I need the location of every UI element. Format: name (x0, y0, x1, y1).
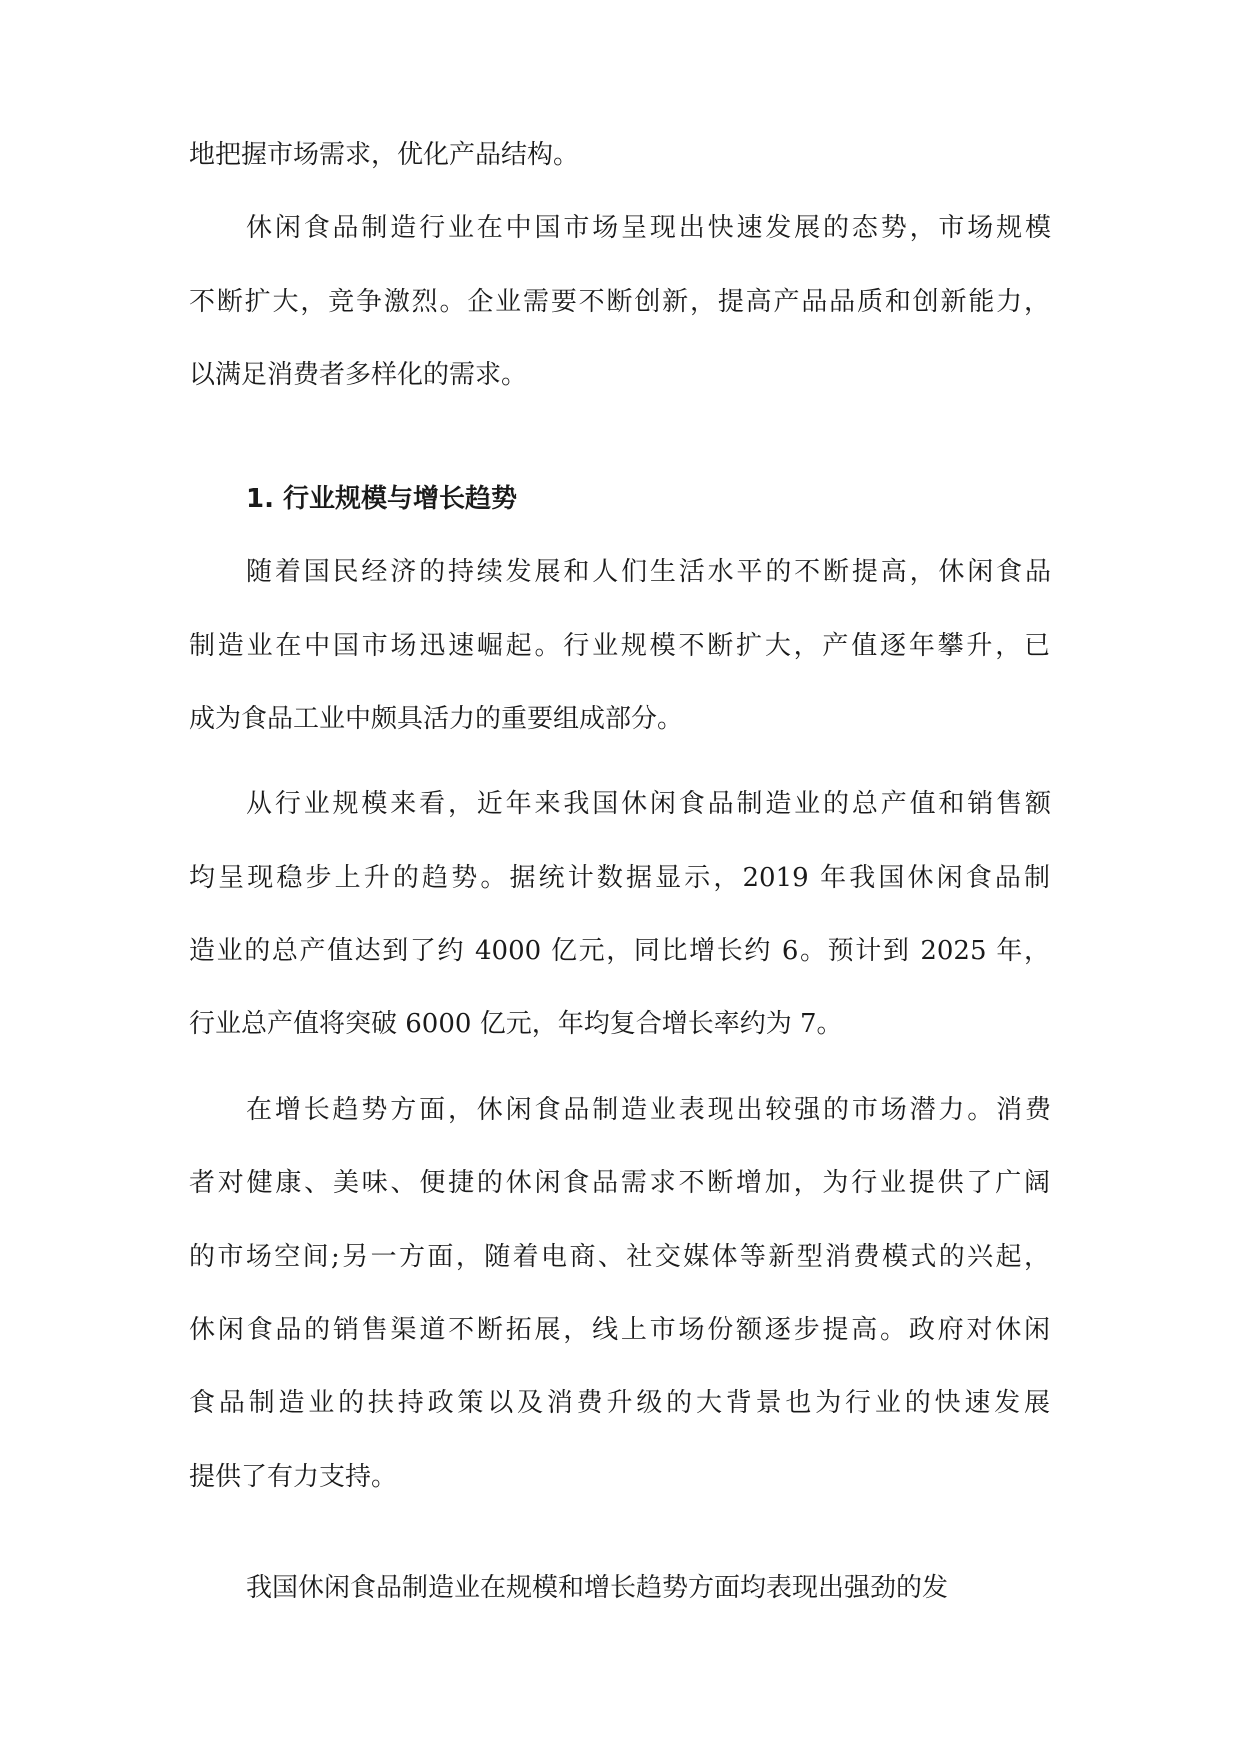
body-text-line: 从行业规模来看，近年来我国休闲食品制造业的总产值和销售额 (246, 789, 1051, 819)
body-text-line: 地把握市场需求，优化产品结构。 (189, 140, 580, 170)
section-heading: 1. 行业规模与增长趋势 (246, 484, 518, 514)
body-text-line: 休闲食品制造行业在中国市场呈现出快速发展的态势，市场规模 (246, 213, 1051, 243)
body-text-line: 造业的总产值达到了约 4000 亿元，同比增长约 6。预计到 2025 年， (189, 936, 1050, 966)
body-text-line: 成为食品工业中颇具活力的重要组成部分。 (189, 704, 684, 734)
body-text-line: 不断扩大，竞争激烈。企业需要不断创新，提高产品品质和创新能力， (189, 287, 1050, 317)
body-text-line: 食品制造业的扶持政策以及消费升级的大背景也为行业的快速发展 (189, 1388, 1050, 1418)
body-text-line: 我国休闲食品制造业在规模和增长趋势方面均表现出强劲的发 (246, 1573, 949, 1603)
body-text-line: 均呈现稳步上升的趋势。据统计数据显示，2019 年我国休闲食品制 (189, 863, 1050, 893)
body-text-line: 随着国民经济的持续发展和人们生活水平的不断提高，休闲食品 (246, 557, 1051, 587)
body-text-line: 休闲食品的销售渠道不断拓展，线上市场份额逐步提高。政府对休闲 (189, 1315, 1050, 1345)
body-text-line: 行业总产值将突破 6000 亿元，年均复合增长率约为 7。 (189, 1009, 843, 1039)
body-text-line: 在增长趋势方面，休闲食品制造业表现出较强的市场潜力。消费 (246, 1095, 1051, 1125)
body-text-line: 制造业在中国市场迅速崛起。行业规模不断扩大，产值逐年攀升，已 (189, 631, 1050, 661)
body-text-line: 者对健康、美味、便捷的休闲食品需求不断增加，为行业提供了广阔 (189, 1168, 1050, 1198)
body-text-line: 以满足消费者多样化的需求。 (189, 360, 528, 390)
body-text-line: 提供了有力支持。 (189, 1462, 398, 1492)
body-text-line: 的市场空间;另一方面，随着电商、社交媒体等新型消费模式的兴起， (189, 1242, 1050, 1272)
